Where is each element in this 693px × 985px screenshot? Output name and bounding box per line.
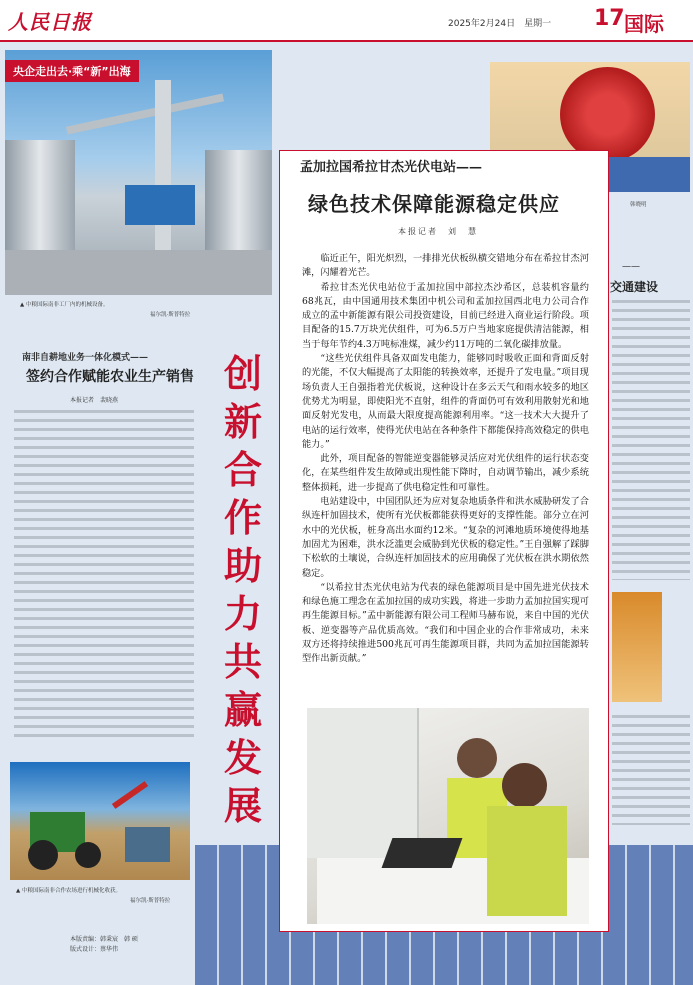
page-number: 17 — [594, 6, 625, 31]
main-article-body — [302, 252, 589, 667]
photo-caption: ▲ 中粮国际南非合作农场进行机械化收获。 — [16, 888, 121, 894]
paragraph: 希拉甘杰光伏电站位于孟加拉国中部拉杰沙希区，总装机容量约68兆瓦，由中国通用技术集团中机公司和孟加拉国西北电力公司合作成立的孟中新能源有限公司投资建设，目前已经进入商业运行阶段。项目配备的15.7万块光伏组件，可为6.5万户当地家庭提供清洁能源，相当于每年节约4.3万吨标准煤，减少约11万吨的二氧化碳排放量。 — [302, 281, 589, 350]
photo-credit: 福尔凯·斯普特拉 — [150, 312, 191, 318]
page-section: 国际 — [624, 12, 664, 36]
article-byline: 本报记者 裴晓燕 — [70, 397, 119, 404]
main-article-kicker: 孟加拉国希拉甘杰光伏电站—— — [300, 160, 483, 175]
article-body-placeholder — [612, 715, 690, 825]
article-kicker: 南非自耕地业务一体化模式—— — [22, 353, 149, 363]
credits-editor: 本版责编：韩秉宸 韩 硕 — [70, 936, 138, 943]
masthead — [0, 0, 693, 42]
section-banner: 央企走出去·乘“新”出海 — [5, 60, 139, 82]
photo-credit: 韩晓明 — [630, 202, 647, 208]
article-kicker: —— — [622, 262, 640, 272]
article-body-placeholder — [612, 300, 690, 580]
cutter-head — [560, 67, 655, 162]
worker-photo — [612, 592, 662, 702]
granary-photo — [5, 50, 272, 295]
paragraph: 临近正午，阳光炽烈，一排排光伏板纵横交错地分布在希拉甘杰河滩，闪耀着光芒。 — [302, 253, 589, 279]
dateline: 2025年2月24日 星期一 — [448, 19, 552, 29]
control-room-photo — [307, 708, 589, 924]
article-title: 签约合作赋能农业生产销售 — [26, 369, 194, 385]
paragraph: “这些光伏组件具备双面发电能力，能够同时吸收正面和背面反射的光能，不仅大幅提高了太阳能的转换效率，还提升了发电量。”项目现场负责人王自强指着光伏板说，这种设计在多云天气和雨水较多的地区优势尤为明显，即使阳光不直射，组件的背面仍可有效利用散射光和地面反射光发电，从而最大限度提高能源利用率。“这一技术大大提升了电站的运行效率，使得光伏电站在各种条件下都能保持高效稳定的供电能力。” — [302, 353, 589, 450]
tractor-photo — [10, 762, 190, 880]
main-article-byline: 本报记者 刘 慧 — [398, 227, 478, 236]
credits-design: 版式设计：蔡华伟 — [70, 946, 119, 953]
page-credits — [70, 935, 138, 955]
photo-credit: 福尔凯·斯普特拉 — [130, 898, 171, 904]
paragraph: 此外，项目配备的智能逆变器能够灵活应对光伏组件的运行状态变化，在某些组件发生故障或出现性能下降时，自动调节输出，减少系统整体损耗，进一步提高了供电稳定性和可靠性。 — [302, 453, 589, 493]
paragraph: 电站建设中，中国团队还为应对复杂地质条件和洪水威胁研发了合纵连杆加固技术，使所有光伏板都能获得更好的支撑性能。部分立在河水中的光伏板，桩身高出水面约12米。“复杂的河滩地质环境使得地基加固尤为困难，洪水泛滥更会威胁到光伏板的稳定性。”王自强解了踩脚下松软的土壤说，合纵连杆加固技术的应用确保了光伏板在洪水期依然稳定。 — [302, 496, 589, 579]
article-title: 交通建设 — [610, 280, 659, 294]
main-article-title: 绿色技术保障能源稳定供应 — [308, 192, 560, 216]
vertical-headline: 创新合作助力共赢发展 — [223, 351, 262, 828]
photo-caption: ▲ 中粮国际南非工厂内的机械设备。 — [20, 302, 109, 308]
article-body-placeholder — [14, 410, 194, 740]
newspaper-logo: 人民日报 — [8, 10, 92, 34]
paragraph: “以希拉甘杰光伏电站为代表的绿色能源项目是中国先进光伏技术和绿色施工理念在孟加拉国的成功实践，将进一步助力孟加拉国实现可再生能源目标。”孟中新能源有限公司工程师马赫布说，来自中国的光伏板、逆变器等产品优质高效。“我们和中国企业的合作非常成功，未来双方还将持续推进500兆瓦可再生能源项目群，共同为孟加拉国能源转型作出新贡献。” — [302, 581, 589, 665]
